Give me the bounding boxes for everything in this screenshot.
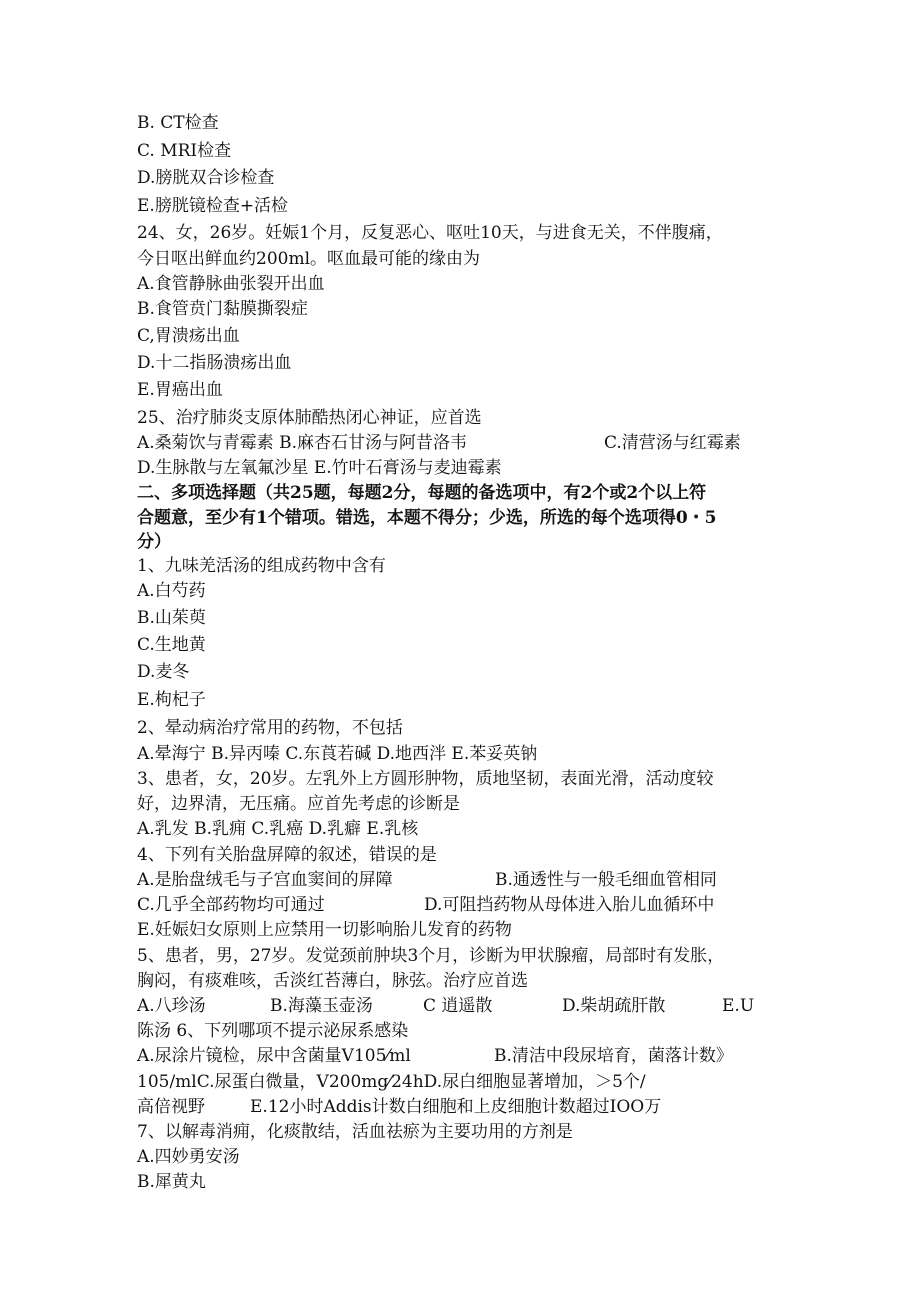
- question-2: 2、晕动病治疗常用的药物，不包括: [137, 718, 403, 738]
- q7-option-a: A.四妙勇安汤: [137, 1147, 240, 1167]
- question-3-line-2: 好，边界清，无压痛。应首先考虑的诊断是: [137, 794, 460, 814]
- question-5-line-1: 5、患者，男，27岁。发觉颈前肿块3个月，诊断为甲状腺瘤，局部时有发胀，: [137, 946, 725, 966]
- section-heading-line-1: 二、多项选择题（共25题，每题2分，每题的备选项中，有2个或2个以上符: [137, 483, 707, 503]
- q4-option-d: D.可阻挡药物从母体进入胎儿血循环中: [424, 895, 715, 915]
- q25-options-de: D.生脉散与左氧氟沙星 E.竹叶石膏汤与麦迪霉素: [137, 458, 502, 478]
- q24-option-c: C,胃溃疡出血: [137, 326, 240, 346]
- q5-option-c: C 逍遥散: [423, 996, 493, 1016]
- q7-option-b: B.犀黄丸: [137, 1172, 206, 1192]
- question-24-line-1: 24、女，26岁。妊娠1个月，反复恶心、呕吐10天，与进食无关，不伴腹痛，: [137, 223, 723, 243]
- q2-options: A.晕海宁 B.异丙嗪 C.东莨若碱 D.地西泮 E.苯妥英钠: [137, 744, 538, 764]
- option-b-ct: B. CT检查: [137, 113, 219, 133]
- q6-option-e: E.12小时Addis计数白细胞和上皮细胞计数超过IOO万: [250, 1097, 662, 1117]
- q5-option-d: D.柴胡疏肝散: [562, 996, 666, 1016]
- q6-options-cd: 105/mlC.尿蛋白微量，V200mg⁄24hD.尿白细胞显著增加，＞5个/: [137, 1072, 646, 1092]
- question-24-line-2: 今日呕出鲜血约200ml。呕血最可能的缘由为: [137, 249, 481, 269]
- q25-options-ab: A.桑菊饮与青霉素 B.麻杏石甘汤与阿昔洛韦: [137, 433, 467, 453]
- q4-option-c: C.几乎全部药物均可通过: [137, 895, 325, 915]
- option-c-mri: C. MRI检查: [137, 141, 232, 161]
- q5-option-b: B.海藻玉壶汤: [270, 996, 373, 1016]
- q1-option-a: A.白芍药: [137, 581, 206, 601]
- q24-option-b: B.食管贲门黏膜撕裂症: [137, 299, 308, 319]
- q1-option-d: D.麦冬: [137, 662, 190, 682]
- q4-option-e: E.妊娠妇女原则上应禁用一切影响胎儿发育的药物: [137, 920, 512, 940]
- section-heading-line-2: 合题意，至少有1个错项。错选，本题不得分；少选，所选的每个选项得0・5: [137, 508, 717, 528]
- option-d-bimanual: D.膀胱双合诊检查: [137, 168, 275, 188]
- q1-option-e: E.枸杞子: [137, 690, 206, 710]
- q24-option-e: E.胃癌出血: [137, 380, 223, 400]
- q1-option-b: B.山茱萸: [137, 608, 206, 628]
- q25-option-c: C.清营汤与红霉素: [604, 433, 741, 453]
- question-7: 7、以解毒消痈，化痰散结，活血祛瘀为主要功用的方剂是: [137, 1122, 573, 1142]
- q5-wrap-and-question-6: 陈汤 6、下列哪项不提示泌尿系感染: [137, 1021, 409, 1041]
- question-25: 25、治疗肺炎支原体肺酷热闭心神证，应首选: [137, 408, 482, 428]
- question-4: 4、下列有关胎盘屏障的叙述，错误的是: [137, 845, 437, 865]
- question-1: 1、九味羌活汤的组成药物中含有: [137, 556, 386, 576]
- question-5-line-2: 胸闷，有痰难咳，舌淡红苔薄白，脉弦。治疗应首选: [137, 971, 528, 991]
- question-3-line-1: 3、患者，女，20岁。左乳外上方圆形肿物，质地坚韧，表面光滑，活动度较: [137, 769, 714, 789]
- q24-option-a: A.食管静脉曲张裂开出血: [137, 274, 325, 294]
- q1-option-c: C.生地黄: [137, 635, 206, 655]
- q5-option-a: A.八珍汤: [137, 996, 206, 1016]
- q24-option-d: D.十二指肠溃疡出血: [137, 353, 292, 373]
- q6-option-a: A.尿涂片镜检，尿中含菌量V105⁄ml: [137, 1046, 411, 1066]
- q3-options: A.乳发 B.乳痈 C.乳癌 D.乳癖 E.乳核: [137, 819, 419, 839]
- q4-option-b: B.通透性与一般毛细血管相同: [495, 870, 717, 890]
- option-e-cystoscopy: E.膀胱镜检查+活检: [137, 196, 289, 216]
- q6-option-b: B.清洁中段尿培育，菌落计数》: [494, 1046, 733, 1066]
- q6-option-d-wrap: 高倍视野: [137, 1097, 205, 1117]
- q4-option-a: A.是胎盘绒毛与子宫血窦间的屏障: [137, 870, 393, 890]
- q5-option-e: E.U: [722, 996, 755, 1016]
- section-heading-line-3: 分）: [137, 532, 171, 552]
